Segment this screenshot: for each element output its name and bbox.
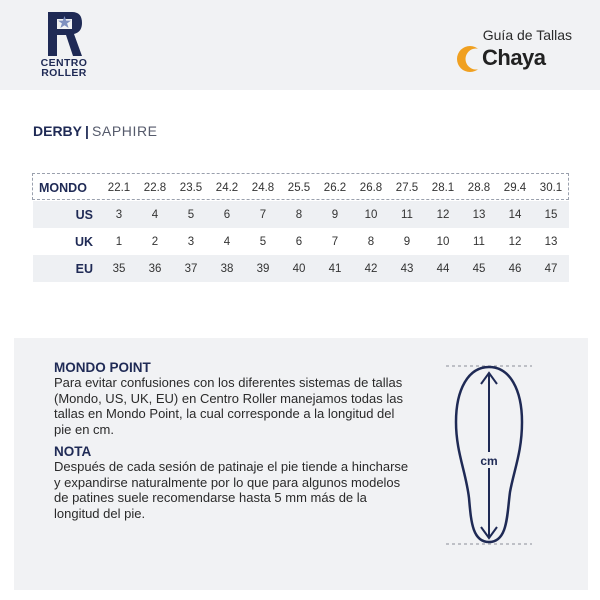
size-cell: 26.2 bbox=[323, 181, 347, 194]
size-cell: 29.4 bbox=[503, 181, 527, 194]
size-cell: 8 bbox=[367, 235, 375, 248]
size-cell: 5 bbox=[259, 235, 267, 248]
size-cell: 37 bbox=[173, 255, 209, 282]
size-cell: 43 bbox=[389, 255, 425, 282]
note-text: Después de cada sesión de patinaje el pie tiende a hincharse y expandirse naturalmente por lo que para algunos modelos de patines suele recomendarse hasta 5 mm más de la longitud del pie. bbox=[54, 459, 409, 521]
chaya-wordmark: Chaya bbox=[482, 45, 546, 70]
chaya-logo[interactable] bbox=[456, 44, 566, 74]
size-cell: 40 bbox=[281, 255, 317, 282]
size-cell: 6 bbox=[209, 201, 245, 228]
size-cell: 13 bbox=[461, 201, 497, 228]
size-cell: 4 bbox=[137, 201, 173, 228]
size-cell: 23.5 bbox=[179, 181, 203, 194]
size-cell: 12 bbox=[425, 201, 461, 228]
note-heading: NOTA bbox=[54, 444, 92, 459]
size-cell: 35 bbox=[101, 255, 137, 282]
foot-outline-icon bbox=[444, 360, 534, 550]
size-cell: 9 bbox=[317, 201, 353, 228]
size-cell: 7 bbox=[331, 235, 339, 248]
size-cell: 36 bbox=[137, 255, 173, 282]
size-cell: 24.8 bbox=[251, 181, 275, 194]
size-cell: 9 bbox=[403, 235, 411, 248]
size-row-mondo bbox=[33, 174, 569, 201]
size-cell: 12 bbox=[508, 235, 522, 248]
foot-length-diagram bbox=[444, 360, 534, 550]
size-cell: 46 bbox=[497, 255, 533, 282]
product-title bbox=[33, 123, 158, 139]
size-cell: 13 bbox=[544, 235, 558, 248]
size-cell: 25.5 bbox=[287, 181, 311, 194]
row-label: US bbox=[33, 201, 101, 228]
size-cell: 1 bbox=[115, 235, 123, 248]
product-name: DERBY bbox=[33, 123, 83, 139]
size-cell: 11 bbox=[473, 235, 485, 248]
brand-line-2: ROLLER bbox=[41, 67, 87, 79]
size-cell: 24.2 bbox=[215, 181, 239, 194]
mondo-point-heading: MONDO POINT bbox=[54, 360, 151, 375]
size-cell: 27.5 bbox=[395, 181, 419, 194]
size-cell: 6 bbox=[295, 235, 303, 248]
size-cell: 8 bbox=[281, 201, 317, 228]
size-cell: 41 bbox=[317, 255, 353, 282]
size-cell: 30.1 bbox=[539, 181, 563, 194]
centro-roller-logo[interactable] bbox=[28, 12, 100, 82]
info-panel bbox=[14, 338, 588, 590]
size-cell: 3 bbox=[101, 201, 137, 228]
row-label: EU bbox=[33, 255, 101, 282]
header-band bbox=[0, 0, 600, 90]
size-cell: 5 bbox=[173, 201, 209, 228]
cm-label: cm bbox=[480, 454, 498, 468]
size-cell: 15 bbox=[533, 201, 569, 228]
size-cell: 47 bbox=[533, 255, 569, 282]
size-cell: 22.8 bbox=[143, 181, 167, 194]
size-row-eu bbox=[33, 255, 569, 282]
size-cell: 2 bbox=[151, 235, 159, 248]
row-label: MONDO bbox=[39, 180, 87, 195]
size-cell: 7 bbox=[245, 201, 281, 228]
size-cell: 22.1 bbox=[107, 181, 131, 194]
note-section bbox=[54, 444, 414, 521]
product-separator: | bbox=[85, 123, 89, 139]
size-cell: 14 bbox=[497, 201, 533, 228]
size-cell: 26.8 bbox=[359, 181, 383, 194]
size-cell: 4 bbox=[223, 235, 231, 248]
centro-roller-wordmark bbox=[28, 58, 100, 78]
cr-monogram-icon bbox=[46, 12, 84, 56]
size-cell: 28.1 bbox=[431, 181, 455, 194]
size-cell: 11 bbox=[389, 201, 425, 228]
row-label: UK bbox=[74, 234, 93, 249]
size-cell: 44 bbox=[425, 255, 461, 282]
size-cell: 38 bbox=[209, 255, 245, 282]
size-cell: 39 bbox=[245, 255, 281, 282]
size-cell: 3 bbox=[187, 235, 195, 248]
size-cell: 10 bbox=[436, 235, 450, 248]
mondo-point-section bbox=[54, 360, 414, 437]
size-cell: 42 bbox=[353, 255, 389, 282]
size-row-us bbox=[33, 201, 569, 228]
size-cell: 28.8 bbox=[467, 181, 491, 194]
brand-line-1: CENTRO bbox=[40, 57, 88, 69]
size-guide-title: Guía de Tallas bbox=[482, 27, 572, 43]
size-cell: 45 bbox=[461, 255, 497, 282]
size-table bbox=[33, 174, 569, 282]
size-row-uk bbox=[33, 228, 569, 255]
mondo-point-text: Para evitar confusiones con los diferentes sistemas de tallas (Mondo, US, UK, EU) en Centro Roller manejamos todas las tallas en Mondo Point, la cual corresponde a la longitud del pie en cm. bbox=[54, 375, 403, 437]
size-cell: 10 bbox=[353, 201, 389, 228]
product-model: SAPHIRE bbox=[91, 123, 158, 139]
